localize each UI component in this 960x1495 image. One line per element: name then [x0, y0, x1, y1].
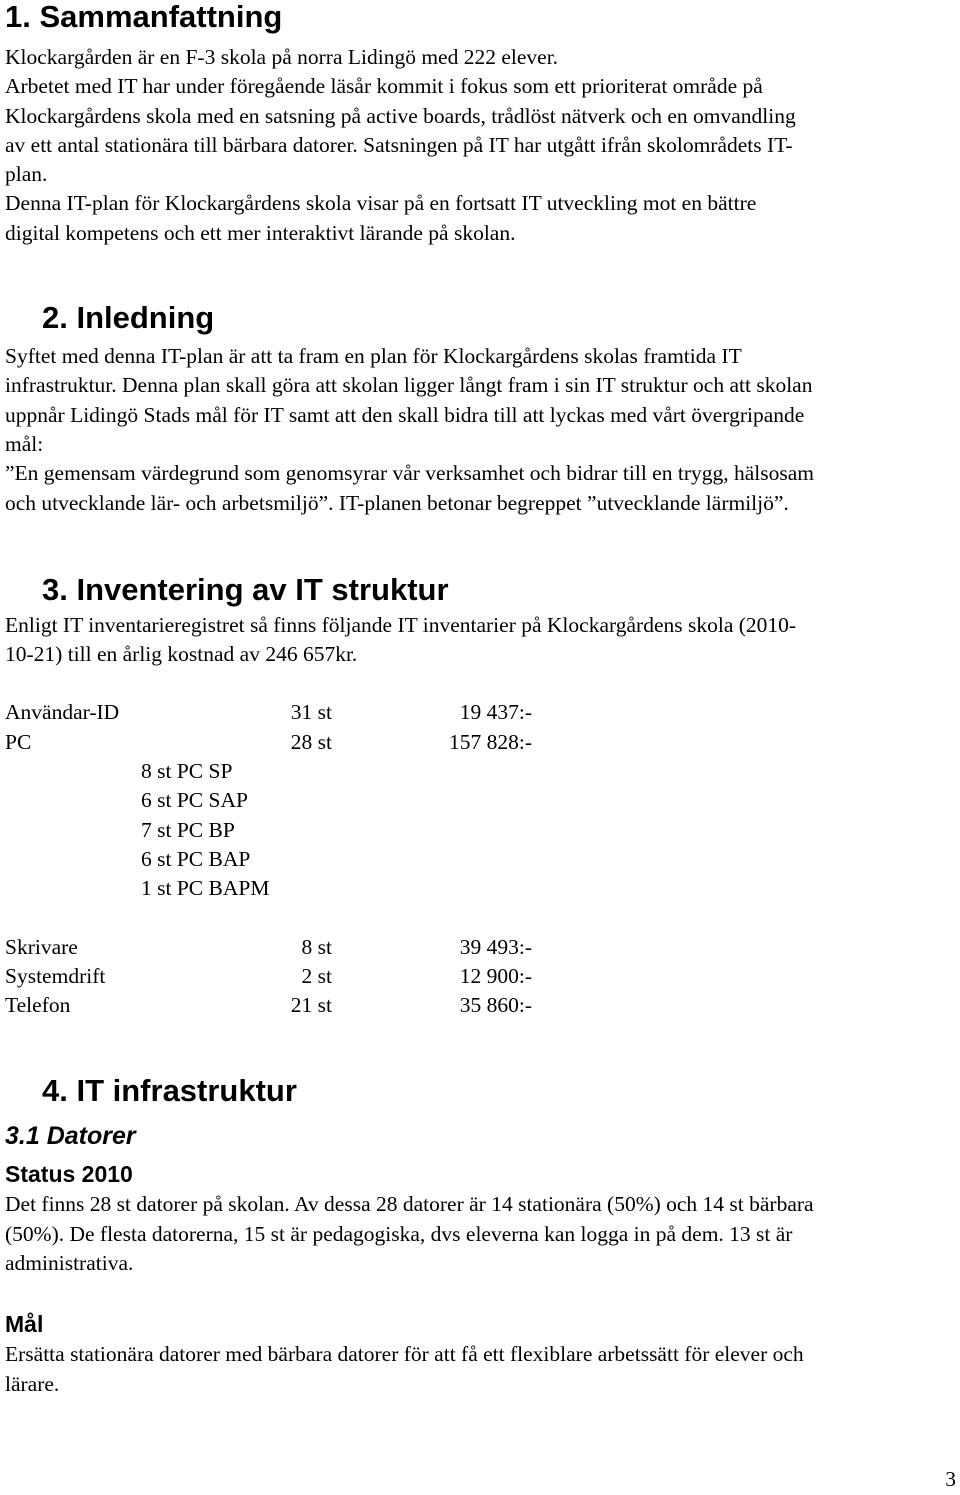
paragraph-line: 10-21) till en årlig kostnad av 246 657kr. [5, 642, 358, 667]
pc-breakdown-item: 6 st PC BAP [141, 846, 251, 871]
inventory-item: Systemdrift [5, 963, 106, 988]
goal-body [5, 1340, 956, 1399]
status-heading: Status 2010 [5, 1161, 133, 1188]
status-body [5, 1190, 956, 1278]
inventory-cost: 157 828:- [448, 729, 532, 754]
inventory-qty: 8 st [301, 934, 332, 959]
paragraph-line: Det finns 28 st datorer på skolan. Av dessa 28 datorer är 14 stationära (50%) och 14 st bärbara [5, 1192, 814, 1217]
paragraph-line: plan. [5, 162, 48, 187]
section-1-body [5, 43, 956, 248]
pc-breakdown-item: 8 st PC SP [141, 759, 233, 784]
paragraph-line: Enligt IT inventarieregistret så finns följande IT inventarier på Klockargårdens skola (2010- [5, 612, 797, 637]
inventory-qty: 31 st [290, 700, 332, 725]
subsection-heading: 3.1 Datorer [5, 1122, 136, 1151]
goal-heading: Mål [5, 1311, 44, 1338]
section-2-heading: 2. Inledning [42, 300, 215, 336]
paragraph-line: av ett antal stationära till bärbara datorer. Satsningen på IT har utgått ifrån skolområdets IT- [5, 132, 793, 157]
paragraph-line: administrativa. [5, 1251, 134, 1276]
paragraph-line: uppnår Lidingö Stads mål för IT samt att den skall bidra till att lyckas med vårt övergripande [5, 402, 805, 427]
section-2-body [5, 342, 956, 518]
paragraph-line: Denna IT-plan för Klockargårdens skola visar på en fortsatt IT utveckling mot en bättre [5, 191, 757, 216]
inventory-item: Användar-ID [5, 700, 120, 725]
paragraph-line: Syftet med denna IT-plan är att ta fram en plan för Klockargårdens skolas framtida IT [5, 344, 742, 369]
inventory-qty: 2 st [301, 963, 332, 988]
inventory-item: Skrivare [5, 934, 78, 959]
paragraph-line: (50%). De flesta datorerna, 15 st är pedagogiska, dvs eleverna kan logga in på dem. 13 st är [5, 1221, 793, 1246]
inventory-row [5, 728, 956, 757]
inventory-item: PC [5, 729, 32, 754]
paragraph-line: Ersätta stationära datorer med bärbara datorer för att få ett flexiblare arbetssätt för elever och [5, 1342, 804, 1367]
inventory-cost: 12 900:- [459, 963, 532, 988]
paragraph-line: mål: [5, 431, 44, 456]
inventory-cost: 19 437:- [459, 700, 532, 725]
quote-line: ”En gemensam värdegrund som genomsyrar vår verksamhet och bidrar till en trygg, hälsosam [5, 461, 815, 486]
inventory-cost: 39 493:- [459, 934, 532, 959]
section-3-heading: 3. Inventering av IT struktur [42, 571, 449, 607]
pc-breakdown-item: 7 st PC BP [141, 817, 235, 842]
paragraph-line: Klockargården är en F-3 skola på norra Lidingö med 222 elever. [5, 45, 559, 69]
inventory-table [5, 698, 956, 1020]
page-number: 3 [945, 1467, 956, 1491]
inventory-row [5, 962, 956, 991]
inventory-qty: 28 st [290, 729, 332, 754]
section-1-heading: 1. Sammanfattning [5, 0, 283, 34]
paragraph-line: Klockargårdens skola med en satsning på active boards, trådlöst nätverk och en omvandling [5, 103, 796, 128]
paragraph-line: digital kompetens och ett mer interaktivt lärande på skolan. [5, 220, 516, 245]
pc-breakdown-item: 1 st PC BAPM [141, 876, 270, 901]
quote-line: och utvecklande lär- och arbetsmiljö”. IT-planen betonar begreppet ”utvecklande lärmiljö”. [5, 490, 789, 515]
inventory-row [5, 933, 956, 962]
paragraph-line: Arbetet med IT har under föregående läsår kommit i fokus som ett prioriterat område på [5, 74, 763, 99]
section-3-body [5, 611, 956, 670]
inventory-cost: 35 860:- [459, 993, 532, 1018]
pc-breakdown-item: 6 st PC SAP [141, 788, 248, 813]
section-4-heading: 4. IT infrastruktur [42, 1073, 297, 1109]
inventory-row [5, 991, 956, 1020]
inventory-row [5, 698, 956, 727]
inventory-item: Telefon [5, 993, 71, 1018]
inventory-qty: 21 st [290, 993, 332, 1018]
paragraph-line: lärare. [5, 1371, 60, 1396]
paragraph-line: infrastruktur. Denna plan skall göra att skolan ligger långt fram i sin IT struktur och att skolan [5, 373, 813, 398]
